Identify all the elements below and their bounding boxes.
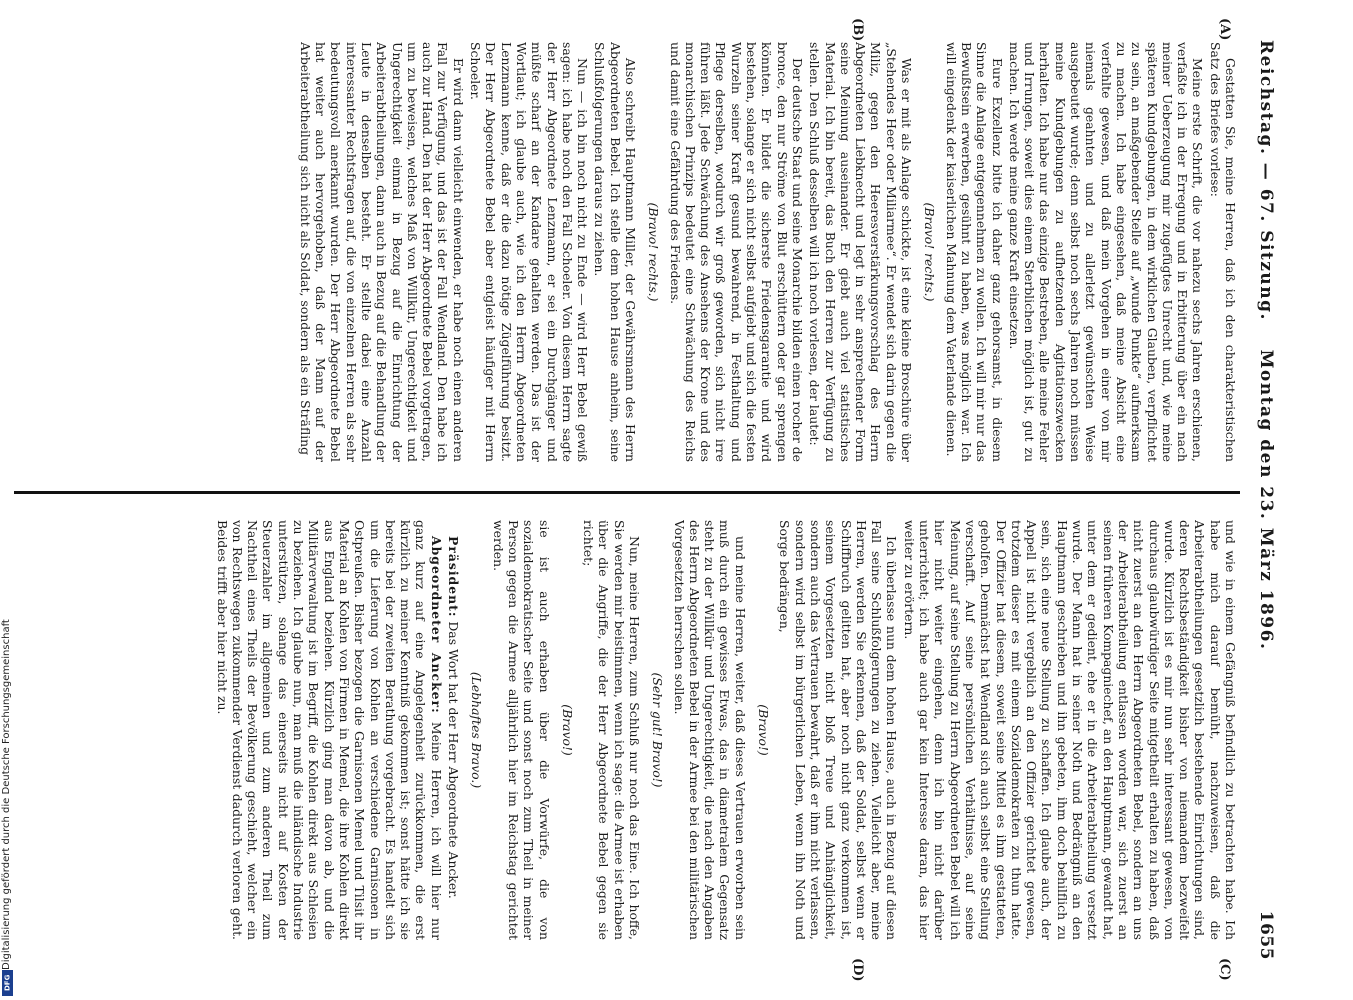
applause-note: (Bravo! rechts.) xyxy=(646,202,662,302)
body-paragraph: Er wird dann vielleicht einwenden, er habe noch einen anderen Fall zur Verfügung, und das ist der Fall Wendland. Den habe ich auch zur Hand. Den hat der Herr Abgeordnete Bebel vorgetragen, um zu beweisen, welches Maß von Willkür, Ungerechtigkeit und Ungerechtigkeit einmal in Bezug auf die Einrichtung der Arbeiterabtheilungen, dann auch in Bezug auf die Behandlung der Leute in denselben besteht. Er stellte dabei eine Anzahl interessanter Rechtsfragen auf, die von einzelnen Herren als sehr bedeutungsvoll anerkannt wurden. Der Herr Abgeordnete Bebel hat weiter auch hervorgehoben, daß der Mann auf der Arbeiterabtheilung sich nicht als Soldat, sondern als ein Sträfling xyxy=(297,42,466,462)
speech-paragraph xyxy=(214,520,443,940)
speech-text: Meine Herren, ich will hier nur ganz kurz auf eine Angelegenheit zurückkommen, die erst kürzlich zu meiner Kenntniß gekommen ist; sonst hätte ich sie bereits bei der zweiten Berathung vorgebracht. Es handelt sich um die Lieferung von Kohlen an verschiedene Garnisonen in Ostpreußen. Bisher bezogen die Garnisonen Memel und Tilsit ihr Material an Kohlen von Firmen in Memel, die ihre Kohlen direkt aus England beziehen. Kürzlich ging man davon ab, und die Militärverwaltung ist im Begriff, die Kohlen direkt aus Schlesien zu beziehen. Ich glaube nun, man muß die inländische Industrie unterstützen, solange das einerseits nicht auf Kosten der Steuerzahler im allgemeinen und zum anderen Theil zum Nachtheil eines Theils der Bevölkerung geschieht, welcher ein von Rechtswegen zukommender Verdienst dadurch verloren geht. Beides trifft aber hier nicht zu. xyxy=(214,520,444,940)
applause-note: (Bravo! rechts.) xyxy=(922,202,938,302)
applause-note: (Bravo!) xyxy=(559,704,575,756)
applause-note: (Sehr gut! Bravo!) xyxy=(650,672,666,788)
body-paragraph: Gestatten Sie, meine Herren, daß ich den charakteristischen Satz des Briefes vorlese: xyxy=(1207,42,1238,462)
applause-note: (Bravo!) xyxy=(756,704,772,756)
speaker-name: Abgeordneter Ancker: xyxy=(428,536,444,714)
running-head-date: Montag den 23. März 1896. xyxy=(1256,349,1276,651)
body-paragraph: sie ist auch erhaben über die Vorwürfe, die von sozialdemokratischer Seite und sonst noch zum Theil in meiner Person gegen die Armee alljährlich hier im Reichstag gerichtet werden. xyxy=(490,520,552,940)
body-paragraph: Nun — ich bin noch nicht zu Ende — wird Herr Bebel gewiß sagen: ich habe noch den Fall Schoeler. Von diesem Herrn sagte der Herr Abgeordnete Lenzmann, er sei ein Durchgänger und müßte scharf an der Kandare gehalten werden. Das ist der Wortlaut; ich glaube auch, wie ich den Herrn Abgeordneten Lenzmann kenne, daß er die dazu nötige Zügelführung besitzt. Der Herr Abgeordnete Bebel aber entgleist häufiger mit Herrn Schoeler. xyxy=(468,42,591,462)
running-head xyxy=(1248,40,1282,960)
text-column-left xyxy=(18,42,1238,462)
body-paragraph: Nun, meine Herren, zum Schluß nur noch das Eine. Ich hoffe, Sie werden mir beistimmen, wenn ich sage: die Armee ist erhaben über die Angriffe, die der Herr Abgeordnete Bebel gegen sie richtet; xyxy=(581,520,643,940)
speech-paragraph xyxy=(446,520,461,940)
dfg-logo: DFG xyxy=(2,970,13,996)
body-paragraph: Der deutsche Staat und seine Monarchie bilden einen rocher de bronce, den nur Ströme von Blut erschüttern oder gar sprengen könnten. Er bildet die sicherste Friedensgarantie und wird bestehen, solange er sich nicht selbst aufgiebt und sich die festen Wurzeln seiner Kraft gesund bewahrend, in Festhaltung und Pflege derselben, wodurch wir groß geworden, sich nicht irre führen läßt. Jede Schwächung des Ansehens der Krone und des monarchischen Prinzips bedeutet eine Schwächung des Reichs und damit eine Gefährdung des Friedens. xyxy=(667,42,805,462)
body-paragraph: Eure Exzellenz bitte ich daher ganz gehorsamst, in diesem Sinne die Anlage entgegennehmen zu wollen. Ich will mir nur das Bewußtsein erwerben, gesühnt zu haben, was möglich war. Ich will eingedenk der kaiserlichen Mahnung dem Vaterlande dienen. xyxy=(943,42,1005,462)
applause-note: (Lebhaftes Bravo.) xyxy=(469,671,485,789)
body-paragraph: Meine erste Schrift, die vor nahezu sechs Jahren erschienen, verfaßte ich in der Erregung und in Erbitterung über ein nach meiner Ueberzeugung mir zugefügtes Unrecht und, wie meine späteren Kundgebungen, in dem wirklichen Glauben, verpflichtet zu sein, an maßgebender Stelle auf „wunde Punkte“ aufmerksam zu machen. Ich habe eingesehen, daß meine Absicht eine verfehlte gewesen, und daß mein Vorgehen in einer von mir niemals geahnten und zu allerletzt gewünschten Weise ausgebeutet wurde; denn selbst noch sechs Jahren noch müssen meine Kundgebungen zu aufhetzenden Agitationszwecken herhalten. Ich habe nur das einzige Bestreben, alle meine Fehler und Irrungen, soweit dies einem Sterblichen möglich ist, gut zu machen. Ich werde meine ganze Kraft einsetzen. xyxy=(1006,42,1206,462)
body-paragraph: Also schreibt Hauptmann Miller, der Gewährsmann des Herrn Abgeordneten Bebel. Ich stelle dem hohen Hause anheim, seine Schlußfolgerungen daraus zu ziehen. xyxy=(592,42,639,462)
margin-mark-b: (B) xyxy=(850,18,865,42)
body-paragraph: und wie in einem Gefängniß befindlich zu betrachten habe. Ich habe mich darauf bemüht, nachzuweisen, daß die Arbeiterabtheilungen gesetzlich bestehende Einrichtungen sind, deren Rechtsbeständigkeit bisher von niemandem bezweifelt wurde. Kürzlich ist es mir nun sehr interessant gewesen, von durchaus glaubwürdiger Seite mitgetheilt erhalten zu haben, daß nicht zuerst an den Herrn Abgeordneten Bebel, sondern an uns der Arbeiterabtheilung entlassen worden war, sich zuerst an seinen früheren Kompagniechef, an den Hauptmann, gewandt hat, unter dem er gedient, ehe er in die Arbeiterabtheilung versetzt wurde. Der Mann hat in seiner Noth und Bedrängniß an den Hauptmann geschrieben und ihn gebeten, ihm doch behilflich zu sein, sich eine neue Stellung zu schaffen. Ich glaube auch, der Appell ist nicht vergeblich an den Offizier gerichtet gewesen, trotzdem dieser es mit einem Sozialdemokraten zu thun hatte. Der Offizier hat diesem, soweit seine Mittel es ihm gestatteten, geholfen. Demnächst hat Wendland sich auch selbst eine Stellung verschafft. Auf seine persönlichen Verhältnisse, auf seine Meinung, auf seine Stellung zu Herrn Abgeordneten Bebel will ich hier nicht weiter eingehen, denn ich bin nicht darüber unterrichtet; ich habe auch gar kein Interesse daran, das hier weiter zu erörtern. xyxy=(901,520,1238,940)
running-head-title: Reichstag. — 67. Sitzung. xyxy=(1256,40,1276,321)
body-paragraph: Was er mit als Anlage schickte, ist eine kleine Broschüre über „Stehendes Heer oder Miliarmee“. Er wendet sich darin gegen die Miliz, gegen den Heeresverstärkungsvorschlag des Herrn Abgeordneten Liebknecht und legt in sehr ansprechender Form seine Meinung auseinander. Er giebt auch viel statistisches Material. Ich bin bereit, das Buch den Herren zur Verfügung zu stellen. Den Schluß desselben will ich noch vorlesen, der lautet: xyxy=(807,42,915,462)
margin-mark-d: (D) xyxy=(850,958,865,982)
speaker-name: Präsident: xyxy=(446,536,462,618)
speech-text: Das Wort hat der Herr Abgeordnete Ancker. xyxy=(446,621,462,899)
column-divider xyxy=(14,491,1240,494)
text-column-right xyxy=(18,520,1238,940)
digitization-credit xyxy=(0,0,14,1000)
body-paragraph: und meine Herren, weiter, daß dieses Vertrauen erworben sein muß durch ein gewisses Etwas, das in diametralem Gegensatz steht zu der Willkür und Ungerechtigkeit, die nach den Angaben des Herrn Abgeordneten Bebel in der Armee bei den militärischen Vorgesetzten herrschen sollen. xyxy=(671,520,748,940)
margin-mark-a: (A) xyxy=(1217,18,1232,41)
body-paragraph: Ich überlasse nun dem hohen Hause, auch in Bezug auf diesen Fall seine Schlußfolgerungen zu ziehen. Vielleicht aber, meine Herren, werden Sie erkennen, daß der Soldat, selbst wenn er Schiffbruch gelitten hat, aber noch nicht ganz verkommen ist, seinem Vorgesetzten nicht bloß Treue und Anhänglichkeit, sondern auch das Vertrauen bewahrt, daß er ihm nicht verlassen, sondern wird selbst im bürgerlichen Leben, wenn ihn Noth und Sorge bedrängen, xyxy=(777,520,900,940)
digitization-credit-text: Digitalisierung gefördert durch die Deutsche Forschungsgemeinschaft xyxy=(1,619,12,970)
margin-mark-c: (C) xyxy=(1217,958,1232,981)
page-number: 1655 xyxy=(1256,910,1276,960)
